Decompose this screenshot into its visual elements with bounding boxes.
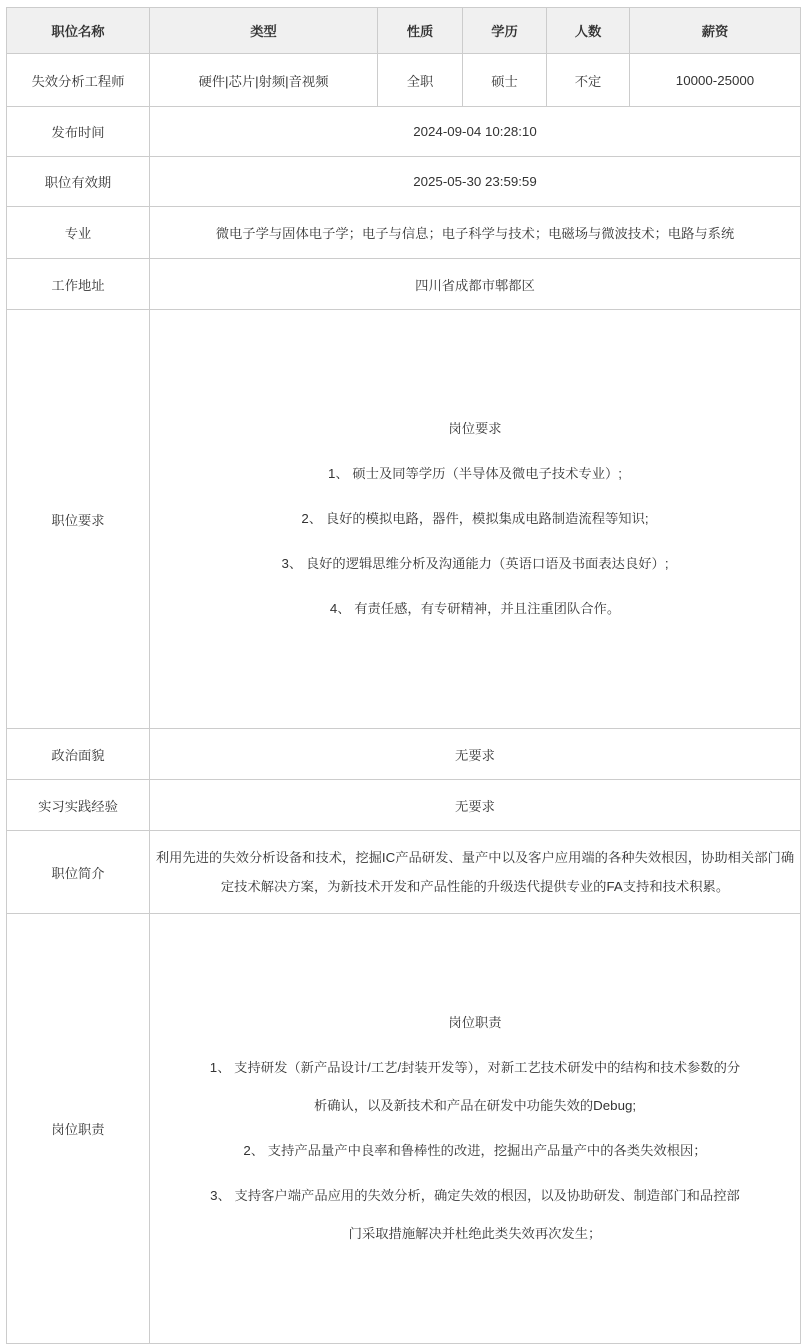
- job-salary-value: 10000-25000: [630, 54, 801, 107]
- valid-until-label: 职位有效期: [7, 157, 150, 207]
- requirements-item-3: 3、 良好的逻辑思维分析及沟通能力（英语口语及书面表达良好）;: [281, 556, 669, 571]
- requirements-item-1: 1、 硕士及同等学历（半导体及微电子技术专业）;: [327, 466, 623, 481]
- responsibilities-item-1: 1、 支持研发（新产品设计/工艺/封装开发等），对新工艺技术研发中的结构和技术参数的分析确认，以及新技术和产品在研发中功能失效的Debug;: [209, 1060, 741, 1113]
- job-headcount-value: 不定: [547, 54, 630, 107]
- row-publish-time: [7, 107, 801, 157]
- header-col-category: 类型: [150, 8, 378, 54]
- responsibilities-heading: 岗位职责: [448, 1015, 502, 1030]
- header-col-education: 学历: [463, 8, 547, 54]
- row-work-address: [7, 259, 801, 310]
- header-col-headcount: 人数: [547, 8, 630, 54]
- publish-time-value: 2024-09-04 10:28:10: [150, 107, 801, 157]
- responsibilities-item-3: 3、 支持客户端产品应用的失效分析，确定失效的根因，以及协助研发、制造部门和品控部门采取措施解决并杜绝此类失效再次发生；: [210, 1188, 740, 1241]
- job-category-value: 硬件|芯片|射频|音视频: [150, 54, 378, 107]
- header-col-salary: 薪资: [630, 8, 801, 54]
- row-majors: [7, 207, 801, 259]
- requirements-content: [150, 310, 801, 729]
- table-header-row: [7, 8, 801, 54]
- job-nature-value: 全职: [378, 54, 463, 107]
- political-status-value: 无要求: [150, 729, 801, 780]
- header-col-job-title: 职位名称: [7, 8, 150, 54]
- job-education-value: 硕士: [463, 54, 547, 107]
- row-job-summary: [7, 831, 801, 914]
- political-status-label: 政治面貌: [7, 729, 150, 780]
- row-valid-until: [7, 157, 801, 207]
- requirements-label: 职位要求: [7, 310, 150, 729]
- responsibilities-item-2: 2、 支持产品量产中良率和鲁棒性的改进，挖掘出产品量产中的各类失效根因；: [243, 1143, 707, 1158]
- responsibilities-content: [150, 914, 801, 1344]
- requirements-item-2: 2、 良好的模拟电路，器件，模拟集成电路制造流程等知识;: [301, 511, 649, 526]
- job-summary-content: [150, 831, 801, 914]
- majors-value: 微电子学与固体电子学；电子与信息；电子科学与技术；电磁场与微波技术；电路与系统: [150, 207, 801, 259]
- publish-time-label: 发布时间: [7, 107, 150, 157]
- row-responsibilities: [7, 914, 801, 1344]
- work-address-value: 四川省成都市郫都区: [150, 259, 801, 310]
- job-title-value: 失效分析工程师: [7, 54, 150, 107]
- job-detail-table: [6, 7, 801, 1344]
- requirements-item-4: 4、 有责任感，有专研精神，并且注重团队合作。: [329, 601, 621, 616]
- requirements-heading: 岗位要求: [448, 421, 502, 436]
- internship-experience-value: 无要求: [150, 780, 801, 831]
- row-internship-experience: [7, 780, 801, 831]
- majors-label: 专业: [7, 207, 150, 259]
- row-political-status: [7, 729, 801, 780]
- responsibilities-label: 岗位职责: [7, 914, 150, 1344]
- job-summary-text: 利用先进的失效分析设备和技术，挖掘IC产品研发、量产中以及客户应用端的各种失效根因，协助相关部门确定技术解决方案，为新技术开发和产品性能的升级迭代提供专业的FA支持和技术积累。: [155, 850, 795, 894]
- job-summary-row: [7, 54, 801, 107]
- requirements-paragraphs: [205, 410, 745, 628]
- header-col-nature: 性质: [378, 8, 463, 54]
- internship-experience-label: 实习实践经验: [7, 780, 150, 831]
- row-requirements: [7, 310, 801, 729]
- job-summary-label: 职位简介: [7, 831, 150, 914]
- work-address-label: 工作地址: [7, 259, 150, 310]
- responsibilities-paragraphs: [205, 1004, 745, 1253]
- valid-until-value: 2025-05-30 23:59:59: [150, 157, 801, 207]
